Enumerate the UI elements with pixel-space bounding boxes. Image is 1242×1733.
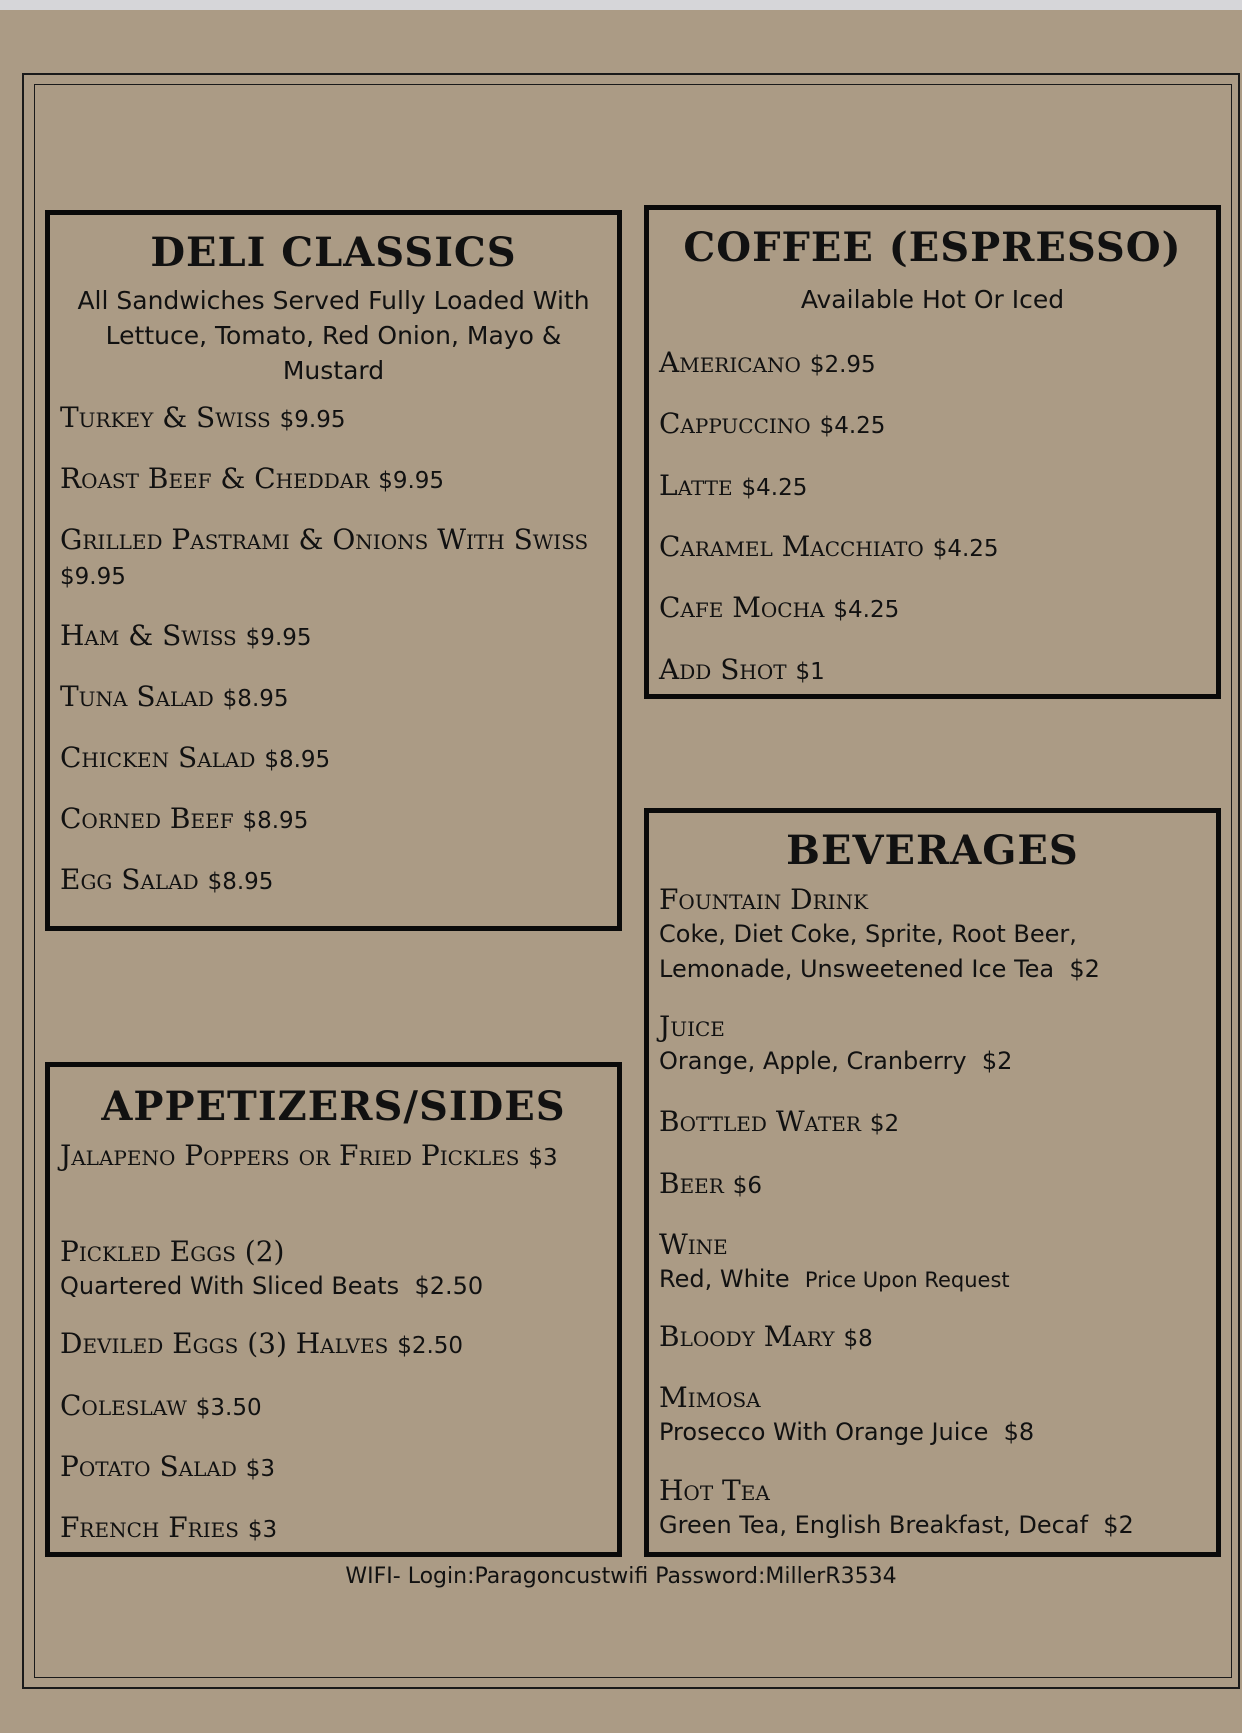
item-name: French Fries bbox=[60, 1511, 239, 1544]
menu-item bbox=[659, 406, 1206, 444]
menu-item bbox=[659, 1166, 1206, 1204]
item-name: Tuna Salad bbox=[60, 680, 214, 713]
item-note: Price Upon Request bbox=[804, 1268, 1010, 1292]
item-price: $4.25 bbox=[833, 597, 900, 623]
item-description-text: Green Tea, English Breakfast, Decaf bbox=[659, 1511, 1089, 1539]
menu-item bbox=[60, 862, 607, 900]
menu-item bbox=[659, 652, 1206, 690]
item-name: Caramel Macchiato bbox=[659, 530, 924, 563]
wifi-info: WIFI- Login:Paragoncustwifi Password:MillerR3534 bbox=[345, 1564, 897, 1589]
menu-item bbox=[659, 1009, 1206, 1079]
item-name: Beer bbox=[659, 1167, 724, 1200]
item-name: Roast Beef & Cheddar bbox=[60, 462, 370, 495]
menu-item bbox=[60, 801, 607, 839]
item-price: $6 bbox=[732, 1173, 763, 1199]
item-price: $4.25 bbox=[819, 413, 886, 439]
item-name: Cappuccino bbox=[659, 407, 811, 440]
item-description-text: Prosecco With Orange Juice bbox=[659, 1418, 989, 1446]
item-name: Deviled Eggs (3) Halves bbox=[60, 1327, 389, 1360]
menu-item bbox=[659, 1380, 1206, 1450]
item-name: Latte bbox=[659, 469, 733, 502]
appetizers-title: APPETIZERS/SIDES bbox=[101, 1083, 566, 1130]
item-price: $3 bbox=[245, 1456, 276, 1482]
item-price: $8.95 bbox=[222, 686, 289, 712]
item-description-text: Orange, Apple, Cranberry bbox=[659, 1047, 967, 1075]
item-name: Ham & Swiss bbox=[60, 619, 237, 652]
item-name: Corned Beef bbox=[60, 802, 234, 835]
item-name: Mimosa bbox=[659, 1381, 761, 1414]
menu-item bbox=[659, 529, 1206, 567]
item-price: $8.95 bbox=[207, 869, 274, 895]
item-name: Add Shot bbox=[659, 653, 787, 686]
item-description bbox=[659, 917, 1206, 987]
menu-item bbox=[60, 1326, 607, 1364]
deli-classics-section bbox=[45, 210, 622, 931]
menu-item bbox=[60, 1388, 607, 1426]
deli-subtitle: All Sandwiches Served Fully Loaded With Lettuce, Tomato, Red Onion, Mayo & Mustard bbox=[77, 286, 590, 385]
menu-item bbox=[60, 1449, 607, 1487]
item-price: $2 bbox=[1069, 955, 1100, 983]
item-description bbox=[659, 1508, 1206, 1543]
item-name: Fountain Drink bbox=[659, 883, 869, 916]
menu-item bbox=[60, 400, 607, 438]
item-price: $9.95 bbox=[279, 407, 346, 433]
appetizers-section bbox=[45, 1062, 622, 1557]
item-name: Hot Tea bbox=[659, 1474, 770, 1507]
item-name: Pickled Eggs (2) bbox=[60, 1235, 285, 1268]
item-description-text: Quartered With Sliced Beats bbox=[60, 1272, 400, 1300]
coffee-title: COFFEE (ESPRESSO) bbox=[683, 224, 1182, 271]
item-price: $9.95 bbox=[245, 625, 312, 651]
top-bar bbox=[0, 0, 1242, 10]
item-price: $3 bbox=[528, 1145, 558, 1171]
menu-item bbox=[659, 1319, 1206, 1357]
item-price: $2.95 bbox=[809, 352, 876, 378]
item-name: Chicken Salad bbox=[60, 741, 256, 774]
menu-item bbox=[659, 468, 1206, 506]
menu-item bbox=[60, 1510, 607, 1548]
item-price: $3 bbox=[247, 1517, 278, 1543]
beverages-title: BEVERAGES bbox=[786, 827, 1079, 874]
item-price: $9.95 bbox=[378, 468, 445, 494]
item-description bbox=[659, 1262, 1206, 1298]
menu-item bbox=[60, 522, 607, 595]
item-name: Wine bbox=[659, 1228, 728, 1261]
item-price: $8 bbox=[1003, 1418, 1035, 1446]
item-price: $2 bbox=[1103, 1511, 1134, 1539]
item-name: Egg Salad bbox=[60, 863, 199, 896]
menu-item bbox=[60, 679, 607, 717]
menu-item bbox=[60, 740, 607, 778]
item-price: $2 bbox=[869, 1111, 900, 1137]
item-name: Bloody Mary bbox=[659, 1320, 835, 1353]
menu-item bbox=[60, 618, 607, 656]
menu-item bbox=[60, 1234, 607, 1304]
item-price: $8.95 bbox=[242, 808, 309, 834]
deli-title: DELI CLASSICS bbox=[150, 229, 517, 276]
menu-item bbox=[659, 1104, 1206, 1142]
menu-item bbox=[60, 461, 607, 499]
item-price: $1 bbox=[795, 659, 825, 685]
menu-item bbox=[659, 345, 1206, 383]
beverages-section bbox=[644, 808, 1221, 1557]
item-name: Grilled Pastrami & Onions With Swiss bbox=[60, 523, 589, 556]
item-price: $8 bbox=[843, 1326, 873, 1352]
item-description-text: Coke, Diet Coke, Sprite, Root Beer, Lemonade, Unsweetened Ice Tea bbox=[659, 920, 1077, 983]
item-description bbox=[60, 1269, 607, 1304]
menu-item bbox=[659, 590, 1206, 628]
item-price: $4.25 bbox=[741, 475, 808, 501]
item-name: Americano bbox=[659, 346, 801, 379]
item-price: $9.95 bbox=[60, 564, 126, 590]
item-description bbox=[659, 1415, 1206, 1450]
menu-item bbox=[659, 1227, 1206, 1298]
coffee-subtitle: Available Hot Or Iced bbox=[800, 285, 1065, 314]
item-name: Turkey & Swiss bbox=[60, 401, 271, 434]
coffee-section bbox=[644, 205, 1221, 699]
item-name: Juice bbox=[659, 1010, 725, 1043]
item-description bbox=[659, 1044, 1206, 1079]
item-price: $2 bbox=[981, 1047, 1013, 1075]
item-name: Potato Salad bbox=[60, 1450, 237, 1483]
item-price: $8.95 bbox=[264, 747, 331, 773]
item-name: Cafe Mocha bbox=[659, 591, 825, 624]
menu-item bbox=[659, 1473, 1206, 1543]
menu-item bbox=[659, 882, 1206, 987]
item-name: Bottled Water bbox=[659, 1105, 861, 1138]
item-price: $3.50 bbox=[195, 1395, 262, 1421]
item-name: Coleslaw bbox=[60, 1389, 187, 1422]
item-name: Jalapeno Poppers or Fried Pickles bbox=[60, 1139, 520, 1172]
item-description-text: Red, White bbox=[659, 1265, 790, 1293]
item-price: $2.50 bbox=[414, 1272, 484, 1300]
item-price: $4.25 bbox=[932, 536, 999, 562]
item-price: $2.50 bbox=[397, 1333, 464, 1359]
menu-item bbox=[60, 1138, 607, 1176]
